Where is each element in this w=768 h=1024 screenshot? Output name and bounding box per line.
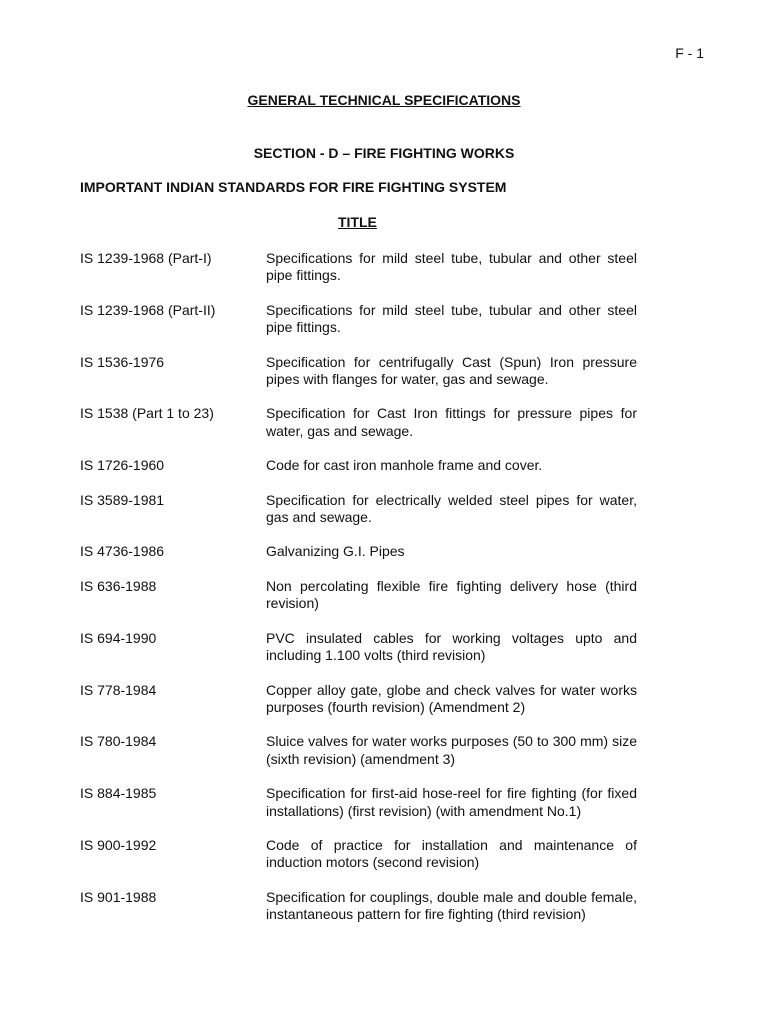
standard-row — [80, 405, 637, 440]
standard-code: IS 3589-1981 — [80, 491, 165, 508]
standard-row — [80, 837, 637, 872]
standard-code: IS 694-1990 — [80, 629, 157, 646]
standard-code: IS 901-1988 — [80, 888, 157, 905]
standard-row — [80, 543, 637, 560]
standard-row — [80, 682, 637, 717]
standard-code: IS 900-1992 — [80, 836, 157, 853]
section-title: SECTION - D – FIRE FIGHTING WORKS — [253, 145, 515, 161]
standard-title: Code for cast iron manhole frame and cover. — [266, 457, 543, 474]
standard-title: Non percolating flexible fire fighting delivery hose (third revision) — [266, 577, 637, 612]
standard-title: Code of practice for installation and maintenance of induction motors (second revision) — [266, 836, 637, 871]
standard-code: IS 1239-1968 (Part-I) — [80, 250, 212, 266]
standards-list — [80, 250, 637, 924]
standard-row — [80, 733, 637, 768]
page-number: F - 1 — [675, 45, 704, 61]
standard-row — [80, 457, 637, 474]
standard-code: IS 1536-1976 — [80, 353, 165, 370]
standard-code: IS 636-1988 — [80, 577, 157, 594]
standard-code: IS 778-1984 — [80, 681, 157, 698]
standard-row — [80, 250, 637, 285]
standard-title: Specification for couplings, double male and double female, instantaneous pattern for fire fighting (third revision) — [266, 888, 637, 923]
document-title: GENERAL TECHNICAL SPECIFICATIONS — [247, 92, 521, 108]
standard-row — [80, 302, 637, 337]
standard-title: Specification for centrifugally Cast (Spun) Iron pressure pipes with flanges for water, gas and sewage. — [266, 353, 637, 388]
standard-title: Sluice valves for water works purposes (50 to 300 mm) size (sixth revision) (amendment 3) — [266, 733, 637, 767]
column-header-title: TITLE — [338, 214, 377, 230]
standard-row — [80, 578, 637, 613]
standard-code: IS 1538 (Part 1 to 23) — [80, 405, 214, 422]
standard-code: IS 1239-1968 (Part-II) — [80, 301, 216, 318]
standard-title: Galvanizing G.I. Pipes — [266, 543, 405, 560]
standard-code: IS 1726-1960 — [80, 457, 165, 474]
standard-title: PVC insulated cables for working voltages upto and including 1.100 volts (third revision) — [266, 629, 637, 664]
standard-code: IS 780-1984 — [80, 733, 157, 750]
standard-row — [80, 354, 637, 389]
standard-row — [80, 785, 637, 820]
standard-title: Specifications for mild steel tube, tubular and other steel pipe fittings. — [266, 250, 637, 284]
standard-code: IS 884-1985 — [80, 785, 157, 802]
standard-title: Specifications for mild steel tube, tubular and other steel pipe fittings. — [266, 301, 637, 336]
standard-row — [80, 889, 637, 924]
standard-title: Specification for electrically welded steel pipes for water, gas and sewage. — [266, 491, 637, 526]
standard-row — [80, 492, 637, 527]
standard-title: Specification for Cast Iron fittings for pressure pipes for water, gas and sewage. — [266, 405, 637, 439]
standard-title: Copper alloy gate, globe and check valves for water works purposes (fourth revision) (Amendment 2) — [266, 681, 637, 715]
list-heading: IMPORTANT INDIAN STANDARDS FOR FIRE FIGHTING SYSTEM — [80, 179, 507, 195]
standard-code: IS 4736-1986 — [80, 543, 165, 560]
standard-title: Specification for first-aid hose-reel for fire fighting (for fixed installations) (first revision) (with amendment No.1) — [266, 785, 637, 819]
standard-row — [80, 630, 637, 665]
